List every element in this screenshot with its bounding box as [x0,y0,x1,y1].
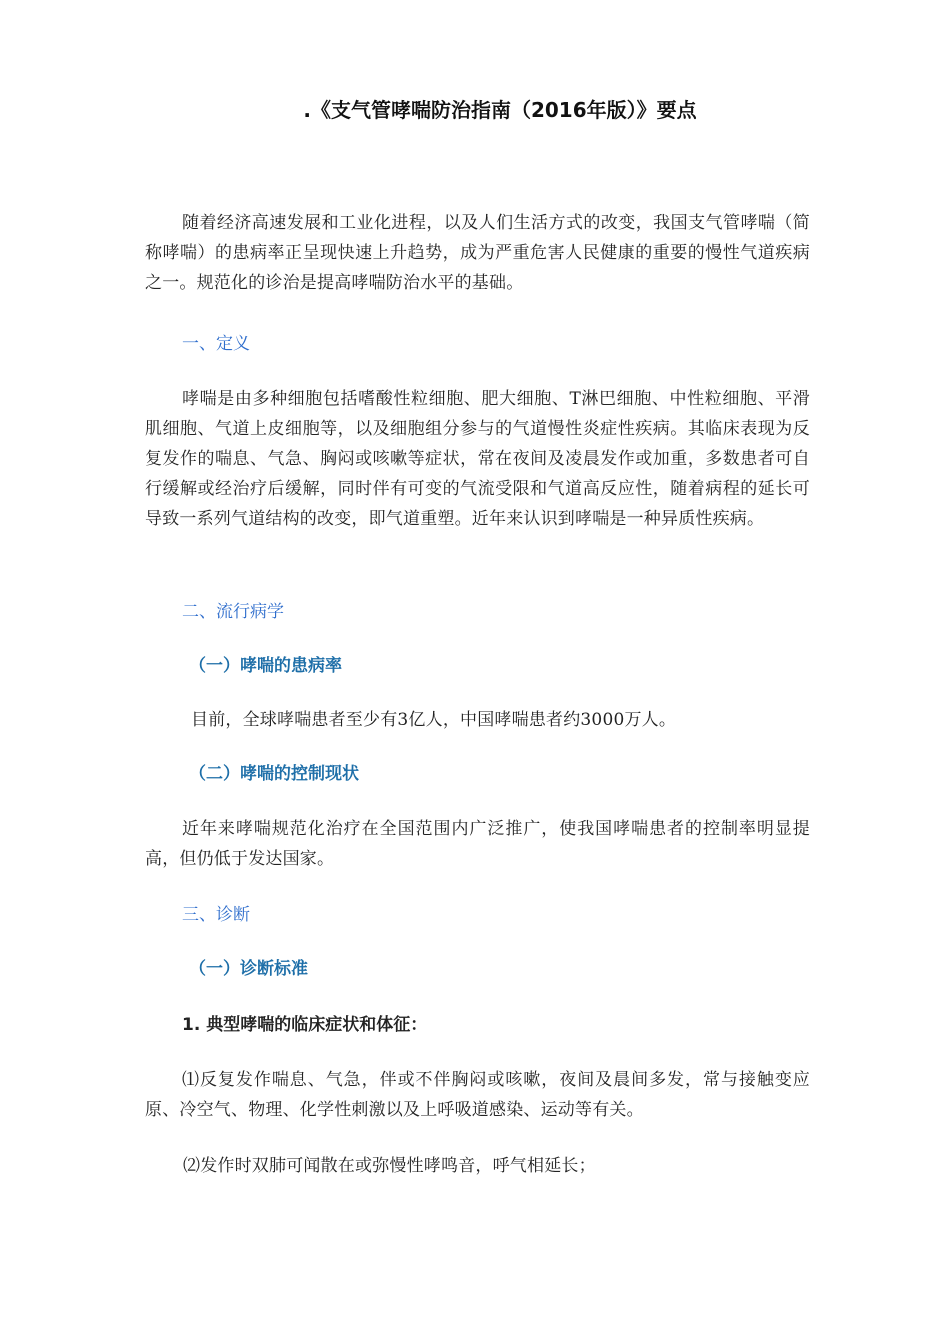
section-diagnosis [145,903,810,927]
subsection-heading-criteria: （一）诊断标准 [189,959,308,979]
section-epidemiology [145,600,810,624]
point-1-block [145,1065,810,1125]
subsection-heading-prevalence: （一）哮喘的患病率 [189,656,342,676]
section-heading-epidemiology: 二、流行病学 [182,602,284,622]
subsection-control [145,762,810,786]
intro-block [145,208,810,298]
document-title: .《支气管哮喘防治指南（2016年版）》要点 [303,98,697,122]
point-2-paragraph: ⑵发作时双肺可闻散在或弥慢性哮鸣音，呼气相延长； [183,1156,596,1176]
definition-paragraph: 哮喘是由多种细胞包括嗜酸性粒细胞、肥大细胞、T淋巴细胞、中性粒细胞、平滑肌细胞、气道上皮细胞等，以及细胞组分参与的气道慢性炎症性疾病。其临床表现为反复发作的喘息、气急、胸闷或咳嗽等症状，常在夜间及凌晨发作或加重，多数患者可自行缓解或经治疗后缓解，同时伴有可变的气流受限和气道高反应性，随着病程的延长可导致一系列气道结构的改变，即气道重塑。近年来认识到哮喘是一种异质性疾病。 [145,389,810,529]
section-definition [145,332,810,356]
section-heading-definition: 一、定义 [182,334,250,354]
section-heading-diagnosis: 三、诊断 [182,905,250,925]
item-typical-symptoms [145,1013,810,1037]
control-paragraph: 近年来哮喘规范化治疗在全国范围内广泛推广，使我国哮喘患者的控制率明显提高，但仍低于发达国家。 [145,819,810,869]
prevalence-paragraph: 目前，全球哮喘患者至少有3亿人，中国哮喘患者约3000万人。 [191,710,677,730]
intro-paragraph: 随着经济高速发展和工业化进程，以及人们生活方式的改变，我国支气管哮喘（简称哮喘）的患病率正呈现快速上升趋势，成为严重危害人民健康的重要的慢性气道疾病之一。规范化的诊治是提高哮喘防治水平的基础。 [145,213,810,293]
point-2-block [145,1151,810,1181]
subsection-criteria [145,957,810,981]
subsection-heading-control: （二）哮喘的控制现状 [189,764,359,784]
control-block [145,814,810,874]
point-1-paragraph: ⑴反复发作喘息、气急，伴或不伴胸闷或咳嗽，夜间及晨间多发，常与接触变应原、冷空气、物理、化学性刺激以及上呼吸道感染、运动等有关。 [145,1070,810,1120]
subsection-prevalence [145,654,810,678]
definition-block [145,384,810,534]
prevalence-block [145,705,810,735]
item-heading-typical-symptoms: 1. 典型哮喘的临床症状和体征： [182,1015,428,1035]
